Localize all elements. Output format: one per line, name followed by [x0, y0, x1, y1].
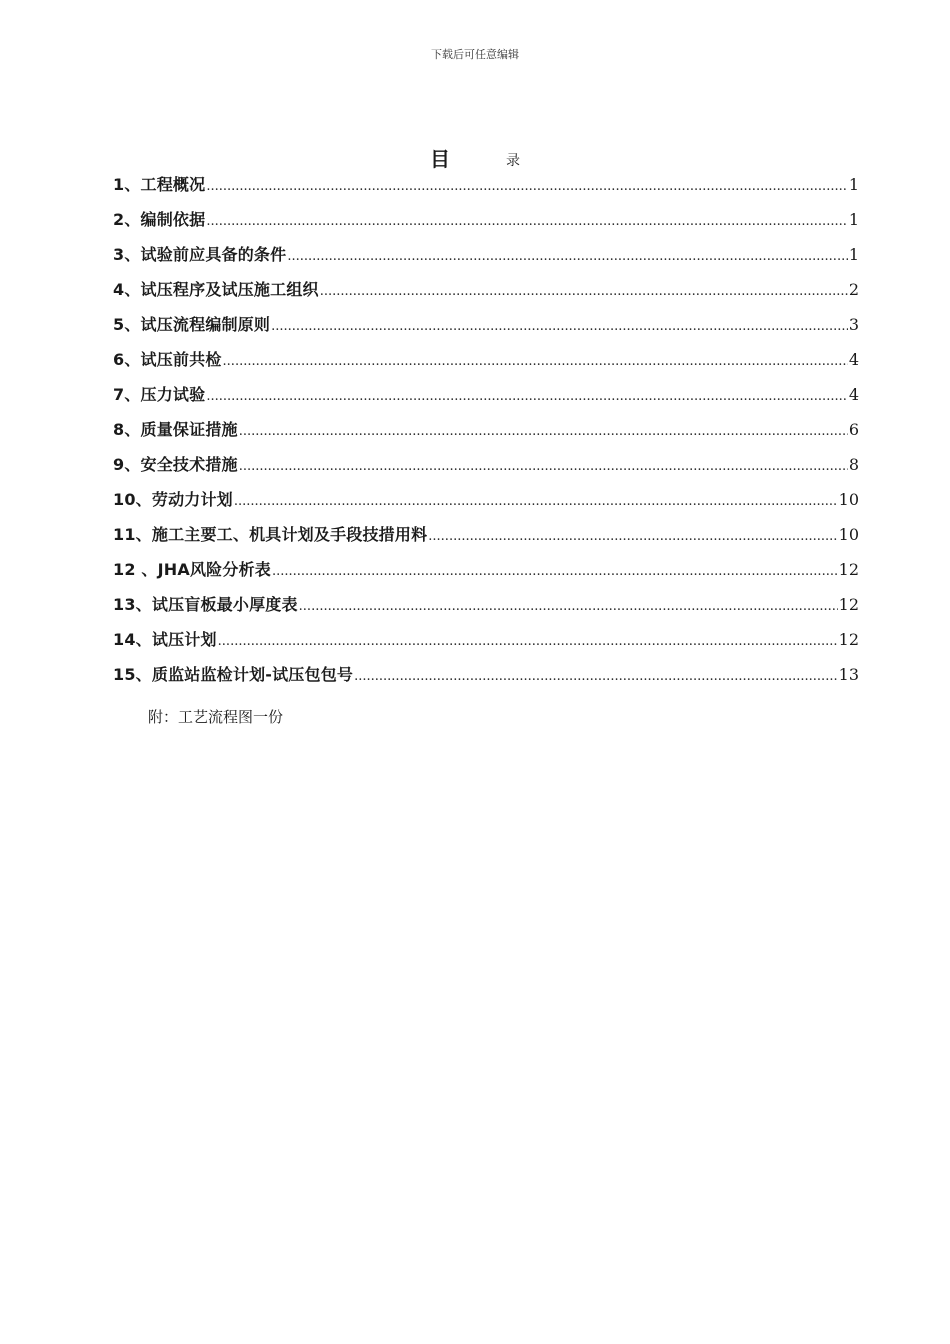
toc-entry-label: 12 、JHA风险分析表: [113, 560, 271, 579]
toc-entry-page: 1: [848, 210, 859, 229]
toc-entry-label: 3、试验前应具备的条件: [113, 245, 287, 264]
toc-entry[interactable]: [113, 453, 859, 488]
toc-entry-label: 11、施工主要工、机具计划及手段技措用料: [113, 525, 428, 544]
toc-entry-label: 8、质量保证措施: [113, 420, 238, 439]
toc-entry-label: 5、试压流程编制原则: [113, 315, 271, 334]
toc-entry-page: 12: [838, 595, 859, 614]
toc-entry-page: 12: [838, 560, 859, 579]
header-note: 下载后可任意编辑: [431, 48, 519, 61]
toc-entry[interactable]: [113, 208, 859, 243]
toc-entry-page: 4: [848, 350, 859, 369]
toc-entry-page: 13: [838, 665, 859, 684]
toc-leader-dots: [206, 210, 847, 234]
toc-entry[interactable]: [113, 383, 859, 418]
toc-title-part2: 录: [506, 153, 520, 169]
toc-leader-dots: [239, 420, 848, 444]
toc-entry-label: 14、试压计划: [113, 630, 217, 649]
toc-leader-dots: [218, 630, 838, 654]
toc-entry[interactable]: [113, 558, 859, 593]
toc-entry-label: 13、试压盲板最小厚度表: [113, 595, 298, 614]
toc-entry-label: 15、质监站监检计划-试压包包号: [113, 665, 354, 684]
toc-leader-dots: [272, 560, 838, 584]
toc-leader-dots: [271, 315, 848, 339]
toc-leader-dots: [223, 350, 848, 374]
toc-title: [0, 143, 950, 172]
toc-leader-dots: [206, 385, 847, 409]
toc-entry[interactable]: [113, 278, 859, 313]
toc-entry-label: 9、安全技术措施: [113, 455, 238, 474]
toc-entry-page: 6: [848, 420, 859, 439]
toc-entry[interactable]: [113, 663, 859, 698]
toc-entry-label: 4、试压程序及试压施工组织: [113, 280, 319, 299]
toc-list: [113, 173, 859, 698]
toc-entry-page: 3: [848, 315, 859, 334]
toc-entry[interactable]: [113, 313, 859, 348]
toc-leader-dots: [320, 280, 848, 304]
toc-entry-label: 6、试压前共检: [113, 350, 222, 369]
toc-leader-dots: [299, 595, 838, 619]
toc-leader-dots: [428, 525, 837, 549]
toc-entry-label: 2、编制依据: [113, 210, 206, 229]
toc-entry[interactable]: [113, 593, 859, 628]
toc-entry[interactable]: [113, 348, 859, 383]
toc-leader-dots: [287, 245, 847, 269]
toc-leader-dots: [354, 665, 838, 689]
appendix-note: 附：工艺流程图一份: [148, 708, 284, 726]
toc-entry-page: 10: [838, 490, 859, 509]
toc-entry[interactable]: [113, 628, 859, 663]
toc-entry-page: 10: [838, 525, 859, 544]
toc-entry-label: 1、工程概况: [113, 175, 206, 194]
toc-leader-dots: [206, 175, 847, 199]
toc-entry[interactable]: [113, 243, 859, 278]
toc-leader-dots: [234, 490, 838, 514]
toc-entry[interactable]: [113, 173, 859, 208]
toc-leader-dots: [239, 455, 848, 479]
toc-entry-label: 10、劳动力计划: [113, 490, 233, 509]
toc-entry-page: 1: [848, 175, 859, 194]
toc-entry[interactable]: [113, 488, 859, 523]
toc-entry[interactable]: [113, 523, 859, 558]
toc-entry-label: 7、压力试验: [113, 385, 206, 404]
toc-entry-page: 1: [848, 245, 859, 264]
toc-title-part1: 目: [430, 147, 450, 171]
toc-entry-page: 2: [848, 280, 859, 299]
toc-entry-page: 12: [838, 630, 859, 649]
toc-entry-page: 8: [848, 455, 859, 474]
toc-entry[interactable]: [113, 418, 859, 453]
toc-entry-page: 4: [848, 385, 859, 404]
